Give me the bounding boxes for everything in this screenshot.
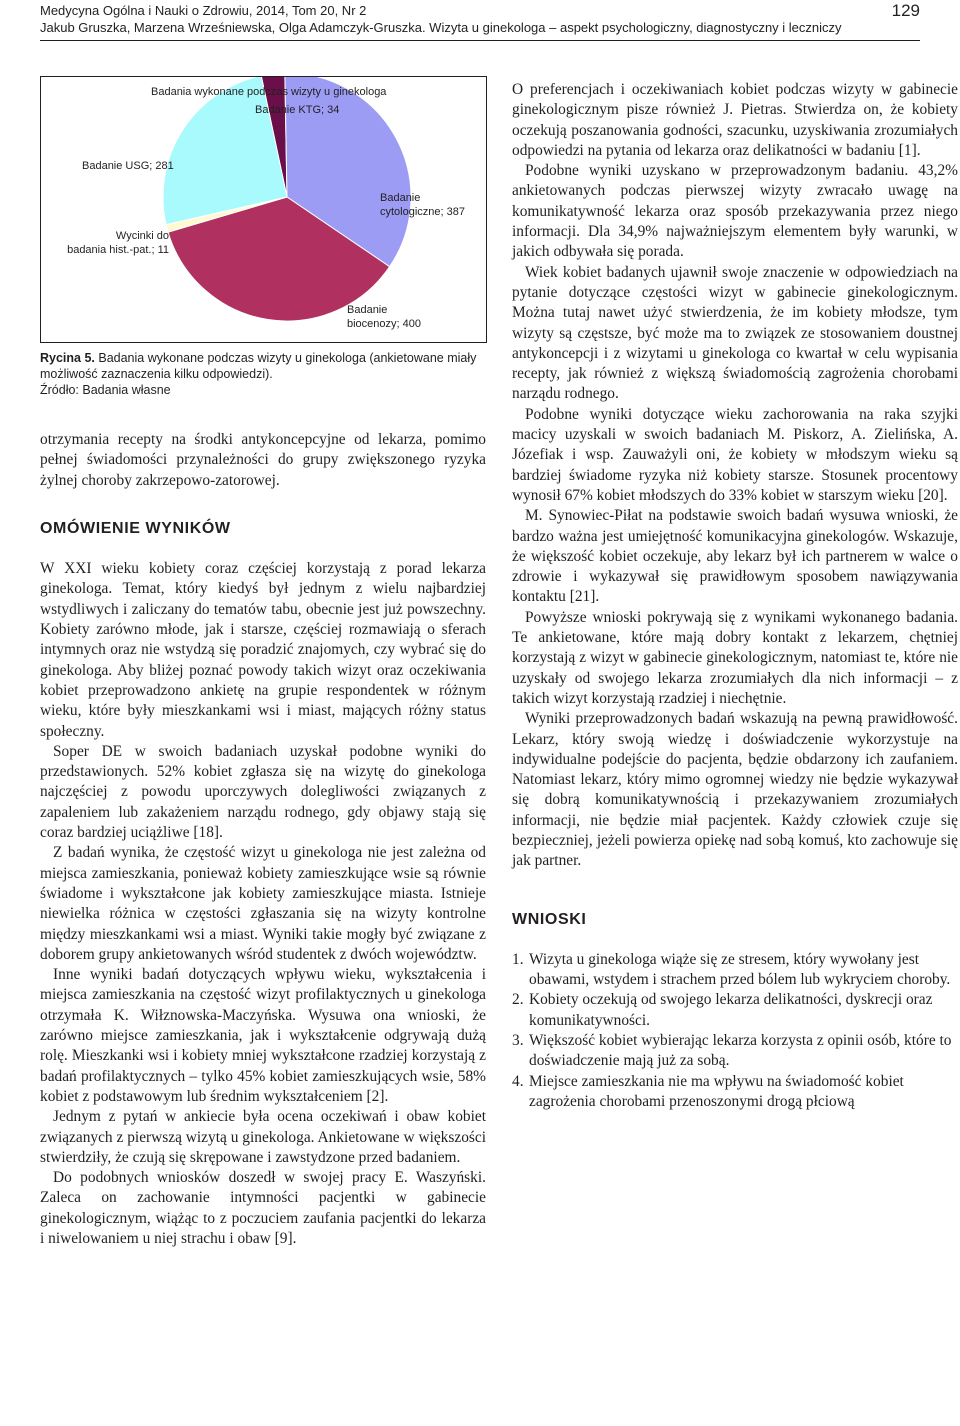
chart-title: Badania wykonane podczas wizyty u ginekologa — [151, 86, 387, 98]
label-ktg: Badanie KTG; 34 — [255, 104, 340, 116]
label-biocenozy: Badanie biocenozy; 400 — [347, 304, 421, 330]
running-header — [40, 2, 920, 36]
journal-name: Medycyna Ogólna i Nauki o Zdrowiu, 2014, Tom 20, Nr 2 — [40, 3, 367, 18]
conclusion-item: 4. Miejsce zamieszkania nie ma wpływu na świadomość kobiet zagrożenia chorobami przenoszonymi drogą płciową — [512, 1072, 904, 1110]
conclusion-item: 2. Kobiety oczekują od swojego lekarza delikatności, dyskrecji oraz komunikatywności. — [512, 991, 933, 1029]
section-heading-omowienie: OMÓWIENIE WYNIKÓW — [40, 519, 231, 537]
paragraph: Jednym z pytań w ankiecie była ocena oczekiwań i obaw kobiet związanych z pierwszą wizytą u ginekologa. Ankietowane w większości stwierdziły, że czują się skrępowane i zawstydzone przed badaniem. — [40, 1108, 486, 1166]
paragraph: M. Synowiec-Piłat na podstawie swoich badań wysuwa wnioski, że bardzo ważna jest umiejętność komunikacyjna ginekologów. Wskazuje, że większość kobiet oczekuje, aby lekarz był ich partnerem w walce o zdrowie i wykazywał się prawidłowym sposobem nawiązywania kontaktu [21]. — [512, 507, 958, 606]
paragraph: O preferencjach i oczekiwaniach kobiet podczas wizyty w gabinecie ginekologicznym pisze również J. Pietras. Stwierdza on, że kobiety oczekują poszanowania godności, szacunku, uzyskiwania zrozumiałych odpowiedzi na pytania od lekarza oraz delikatności w badaniu [1]. — [512, 81, 958, 159]
caption-text: Badania wykonane podczas wizyty u ginekologa (ankietowane miały możliwość zaznaczenia kilku odpowiedzi). — [40, 351, 477, 381]
left-column — [40, 430, 486, 1249]
label-usg: Badanie USG; 281 — [82, 160, 174, 172]
paragraph: Inne wyniki badań dotyczących wpływu wieku, wykształcenia i miejsca zamieszkania na częstość wizyt profilaktycznych u ginekologa otrzymała K. Wiłznowska-Maczyńska. Wysuwa ona wnioski, że zarówno miejsce zamieszkania, jak i wykształcenie odgrywają dużą rolę. Mieszkanki wsi i kobiety mniej wykształcone rzadziej korzystają z badań profilaktycznych – tylko 45% kobiet zamieszkujących wsie, 58% kobiet z podstawowym lub średnim wykształceniem [2]. — [40, 966, 486, 1105]
paragraph: Soper DE w swoich badaniach uzyskał podobne wyniki do przedstawionych. 52% kobiet zgłasza się na wizytę do ginekologa najczęściej z powodu uporczywych dolegliwości związanych z zapaleniem lub zakażeniem narządu rodnego, gdy objawy stają się coraz bardziej uciążliwe [18]. — [40, 742, 486, 842]
caption-source: Źródło: Badania własne — [40, 383, 171, 397]
paragraph: Wiek kobiet badanych ujawnił swoje znaczenie w odpowiedziach na pytanie dotyczące częstości wizyt w gabinecie ginekologicznym. Można tutaj nawet użyć stwierdzenia, że im kobiety młodsze, tym wizyty są częstsze, być może ma to związek ze stosowaniem doustnej antykoncepcji i z wizytami u ginekologa co kwartał w celu wypisania recepty, jak również z większą świadomością zagrożenia chorobami narządu rodnego. — [512, 263, 958, 403]
paragraph: W XXI wieku kobiety coraz częściej korzystają z porad lekarza ginekologa. Temat, który kiedyś był jednym z wielu najbardziej wstydliwych i zaliczany do tematów tabu, obecnie jest już powszechny. Kobiety zarówno młode, jak i starsze, częściej rozmawiają o sferach intymnych oraz nie wstydzą się poradzić znajomych, czy wybrać się do ginekologa. Aby bliżej poznać powody takich wizyt oraz oczekiwania kobiet przeprowadzono ankietę na grupie respondentek w różnym wieku, które były mieszkankami wsi i miast, mających różny status społeczny. — [40, 560, 486, 740]
conclusion-item: 1. Wizyta u ginekologa wiąże się ze stresem, który wywołany jest obawami, wstydem i strachem przed bólem lub wykryciem choroby. — [512, 950, 951, 989]
pie-chart-figure — [40, 76, 487, 343]
paragraph: Podobne wyniki uzyskano w przeprowadzonym badaniu. 43,2% ankietowanych podczas pierwszej wizyty zwracało uwagę na komunikatywność lekarza oraz sposób przekazywania przez niego informacji. Dla 34,9% najważniejszym elementem były warunki, w jakich odbywała się porada. — [512, 162, 958, 261]
label-wycinki: Wycinki do badania hist.-pat.; 11 — [67, 230, 169, 256]
paragraph: Wyniki przeprowadzonych badań wskazują na pewną prawidłowość. Lekarz, który swoją wiedzę i doświadczenie wykorzystuje na indywidualne podejście do pacjenta, będzie obdarzony ich zaufaniem. Natomiast lekarz, który mimo ogromnej wiedzy nie będzie wykazywał się dobrą komunikatywnością i przekazywaniem zrozumiałych informacji, nie będzie miał pacjentek. Każdy człowiek czuje się bezpieczniej, jeżeli powierza opiekę nad sobą komuś, kto zachowuje się jak partner. — [512, 710, 958, 870]
intro-paragraph: otrzymania recepty na środki antykoncepcyjne od lekarza, pomimo pełnej świadomości przynależności do grupy zwiększonego ryzyka żylnej choroby zakrzepowo-zatorowej. — [40, 431, 486, 489]
header-rule — [40, 40, 920, 41]
caption-label: Rycina 5. — [40, 351, 95, 365]
article-authors-title: Jakub Gruszka, Marzena Wrześniewska, Olga Adamczyk-Gruszka. Wizyta u ginekologa – aspekt psychologiczny, diagnostyczny i leczniczy — [40, 20, 842, 35]
conclusions-list — [512, 950, 958, 1112]
conclusion-item: 3. Większość kobiet wybierając lekarza korzysta z opinii osób, które to doświadczenie mają już za sobą. — [512, 1032, 952, 1070]
paragraph: Powyższe wnioski pokrywają się z wynikami wykonanego badania. Te ankietowane, które mają dobry kontakt z lekarzem, chętniej korzystają z wizyt w gabinecie ginekologicznym, natomiast te, które nie uzyskały od swojego lekarza zrozumiałych dla nich informacji – z takich wizyt korzystają rzadziej i niechętnie. — [512, 608, 958, 707]
paragraph: Do podobnych wniosków doszedł w swojej pracy E. Waszyński. Zaleca on zachowanie intymności pacjentki w gabinecie ginekologicznym, wiążąc to z poczuciem zaufania pacjentki do lekarza i niwelowaniem u niej strachu i obaw [9]. — [40, 1169, 486, 1247]
page-number: 129 — [891, 1, 920, 20]
figure-caption — [40, 350, 490, 398]
section-heading-wnioski: WNIOSKI — [512, 910, 587, 928]
paragraph: Podobne wyniki dotyczące wieku zachorowania na raka szyjki macicy uzyskali w swoich badaniach M. Piskorz, A. Zielińska, A. Józefiak i wsp. Zauważyli oni, że kobiety w młodszym wieku są bardziej świadome ryzyka niż kobiety starsze. Stosunek procentowy wynosił 67% kobiet młodszych do 33% kobiet w starszym wieku [20]. — [512, 405, 958, 504]
right-column — [512, 80, 958, 1112]
paragraph: Z badań wynika, że częstość wizyt u ginekologa nie jest zależna od miejsca zamieszkania, ponieważ kobiety zamieszkujące wsie są równie świadome i wykształcone jak kobiety zamieszkujące miasta. Istnieje niewielka różnica w częstości zgłaszania się na wizyty kontrolne między mieszkankami wsi a miast. Wyniki takie mogły być związane z doborem grupy ankietowanych wśród studentek z dwóch województw. — [40, 844, 486, 963]
label-cytologiczne: Badanie cytologiczne; 387 — [380, 192, 465, 218]
